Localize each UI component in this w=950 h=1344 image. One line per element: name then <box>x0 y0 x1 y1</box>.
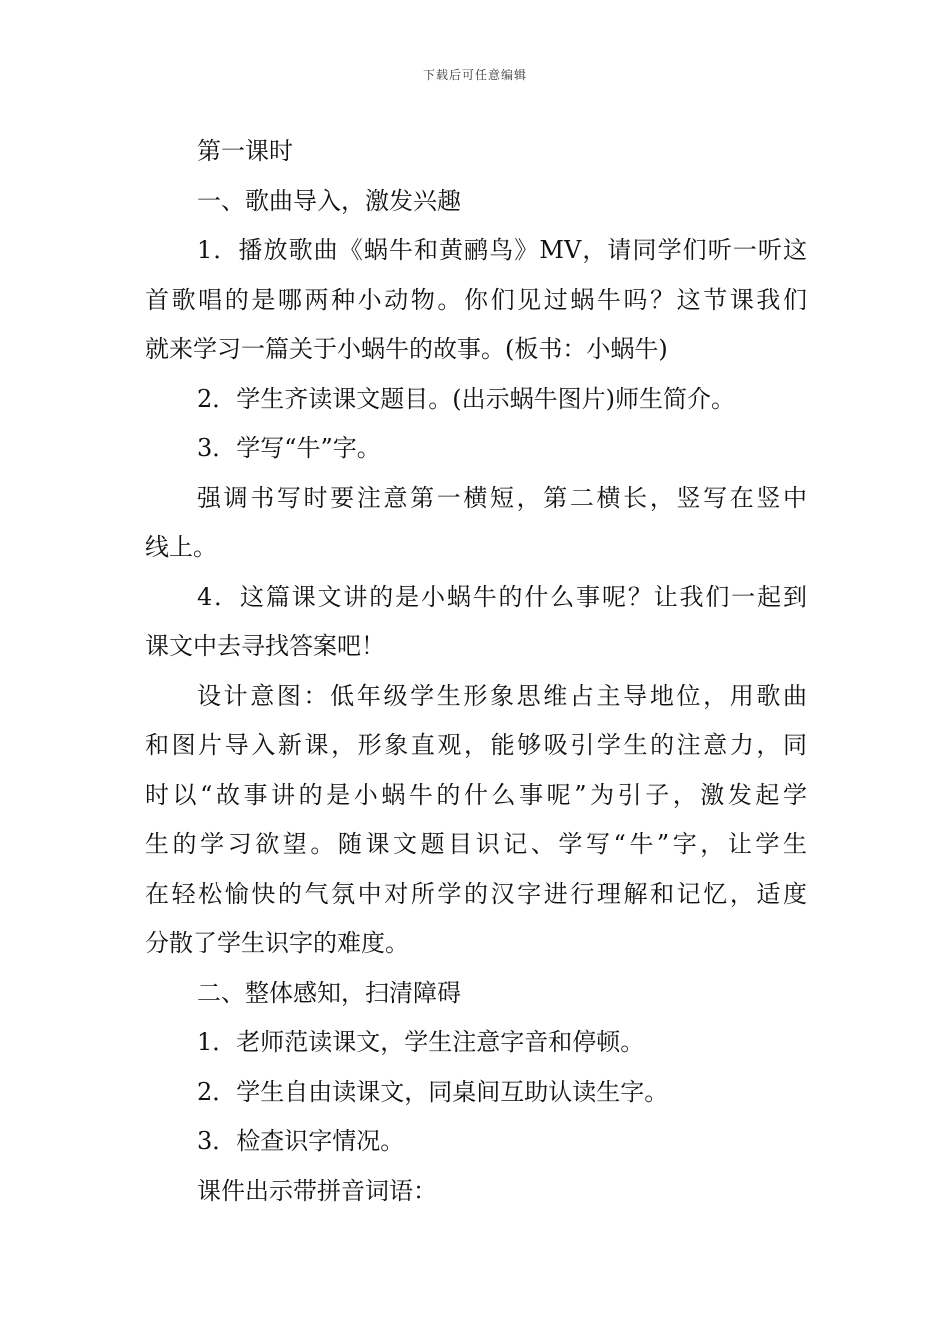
text-line: 首歌唱的是哪两种小动物。你们见过蜗牛吗？这节课我们 <box>145 285 807 314</box>
text-line: 强调书写时要注意第一横短，第二横长，竖写在竖中 <box>197 483 807 512</box>
text-line: 就来学习一篇关于小蜗牛的故事。(板书：小蜗牛) <box>145 335 668 363</box>
text-line: 设计意图：低年级学生形象思维占主导地位，用歌曲 <box>197 681 807 710</box>
text-line: 二、整体感知，扫清障碍 <box>197 978 461 1007</box>
text-line: 第一课时 <box>197 137 293 165</box>
text-line: 线上。 <box>145 533 217 561</box>
text-line: 分散了学生识字的难度。 <box>145 929 409 957</box>
text-line: 生的学习欲望。随课文题目识记、学写“牛”字，让学生 <box>145 830 807 858</box>
text-line: 2．学生齐读课文题目。(出示蜗牛图片)师生简介。 <box>197 384 735 413</box>
text-line: 课件出示带拼音词语： <box>197 1176 437 1205</box>
text-line: 4．这篇课文讲的是小蜗牛的什么事呢？让我们一起到 <box>197 582 807 611</box>
text-line: 1．播放歌曲《蜗牛和黄鹂鸟》MV，请同学们听一听这 <box>197 236 807 264</box>
text-line: 3．学写“牛”字。 <box>197 434 381 462</box>
header-note: 下载后可任意编辑 <box>422 68 527 82</box>
text-line: 1．老师范读课文，学生注意字音和停顿。 <box>197 1028 645 1056</box>
text-line: 课文中去寻找答案吧！ <box>145 632 385 660</box>
text-line: 3．检查识字情况。 <box>197 1127 405 1155</box>
text-line: 时以“故事讲的是小蜗牛的什么事呢”为引子，激发起学 <box>145 780 807 809</box>
document-body <box>145 127 807 1216</box>
text-line: 在轻松愉快的气氛中对所学的汉字进行理解和记忆，适度 <box>145 879 807 908</box>
text-line: 2．学生自由读课文，同桌间互助认读生字。 <box>197 1077 669 1106</box>
text-line: 一、歌曲导入，激发兴趣 <box>197 186 461 215</box>
text-line: 和图片导入新课，形象直观，能够吸引学生的注意力，同 <box>145 731 807 759</box>
